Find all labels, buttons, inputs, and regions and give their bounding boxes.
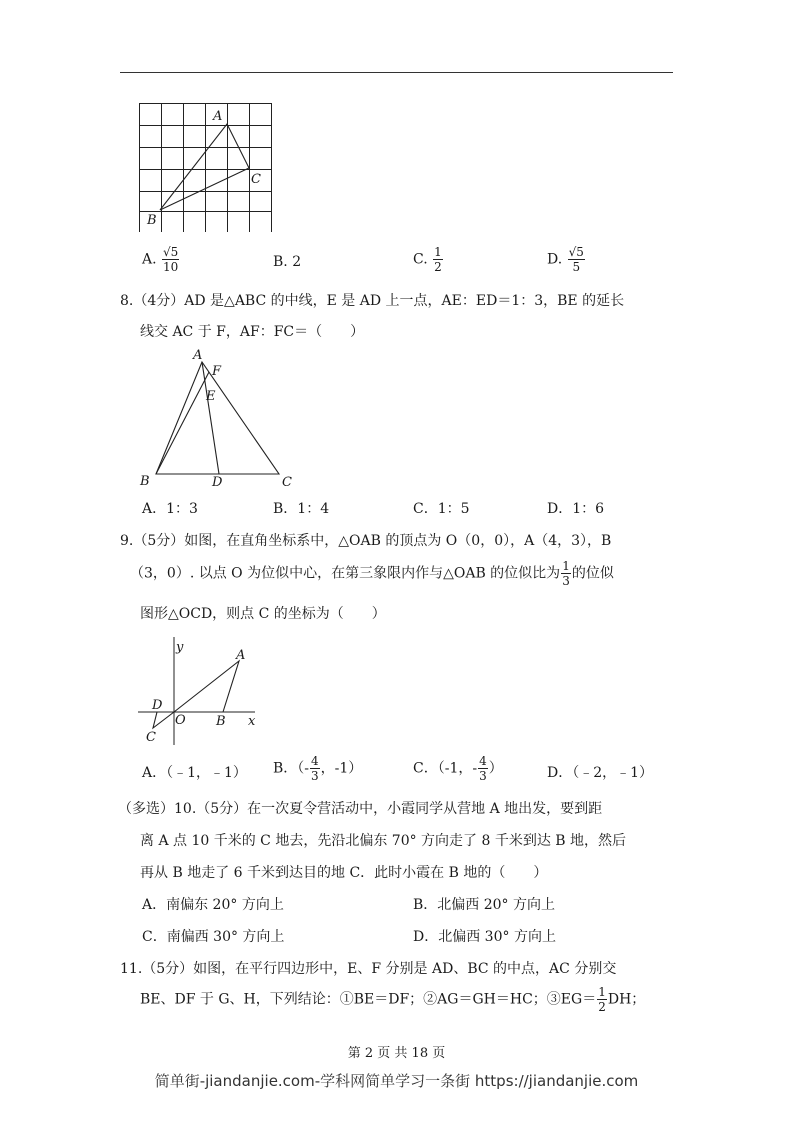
- q9-label-d: D: [152, 698, 163, 713]
- q10-line1: （多选）10.（5分）在一次夏令营活动中，小霞同学从营地 A 地出发，要到距: [118, 801, 603, 817]
- q9-label-y: y: [176, 640, 184, 655]
- q10-line3: 再从 B 地走了 6 千米到达目的地 C．此时小霞在 B 地的（ ）: [140, 865, 548, 881]
- q10-option-a: A．南偏东 20° 方向上: [142, 897, 284, 913]
- q7-option-c: C. $\frac{1}{2}$: [413, 245, 442, 274]
- q7-option-a: A. $\frac{√5}{10}$: [142, 245, 179, 274]
- source-footer: 简单街-jiandanjie.com-学科网简单学习一条街 https://jiandanjie.com: [154, 1072, 639, 1090]
- q9-triangle-oab: [174, 661, 239, 712]
- q9-label-b: B: [216, 714, 226, 729]
- q11-line1: 11.（5分）如图，在平行四边形中，E、F 分别是 AD、BC 的中点，AC 分别交: [120, 961, 617, 977]
- q9-line1: 9.（5分）如图，在直角坐标系中，△OAB 的顶点为 O（0，0），A（4，3），B: [120, 533, 612, 549]
- q8-option-b: B．1：4: [273, 501, 330, 517]
- q7-option-d: D. $\frac{√5}{5}$: [547, 245, 584, 274]
- q9-option-a: A．（﹣1，﹣1）: [142, 765, 247, 781]
- q9-line3: 图形△OCD，则点 C 的坐标为（ ）: [140, 606, 386, 622]
- q7-label-c: C: [251, 172, 261, 187]
- q7-label-a: A: [213, 109, 223, 124]
- q8-label-f: F: [212, 364, 222, 379]
- q8-triangle-figure: [136, 345, 306, 490]
- q8-option-d: D．1：6: [547, 501, 605, 517]
- q8-label-d: D: [212, 475, 223, 490]
- q8-line2: 线交 AC 于 F，AF：FC＝（ ）: [140, 324, 365, 340]
- q8-line-bf: [156, 372, 209, 474]
- q8-label-b: B: [140, 474, 150, 489]
- top-rule: [120, 72, 673, 73]
- q11-line2: BE、DF 于 G、H，下列结论：①BE＝DF；②AG＝GH＝HC；③EG＝ $\frac{1}{2}$ DH；: [140, 985, 646, 1014]
- q8-option-c: C．1：5: [413, 501, 470, 517]
- q8-label-e: E: [206, 389, 216, 404]
- q9-triangle-ocd: [153, 712, 174, 728]
- q8-label-a: A: [193, 348, 203, 363]
- page-number: 第 2 页 共 18 页: [347, 1046, 446, 1061]
- q9-label-o: O: [175, 713, 186, 728]
- q9-option-d: D．（﹣2，﹣1）: [547, 765, 654, 781]
- q10-option-b: B．北偏西 20° 方向上: [413, 897, 556, 913]
- q9-coordinate-figure: [135, 633, 265, 748]
- q7-label-b: B: [147, 213, 157, 228]
- q10-line2: 离 A 点 10 千米的 C 地去，先沿北偏东 70° 方向走了 8 千米到达 B 地，然后: [140, 833, 627, 849]
- q10-option-c: C．南偏西 30° 方向上: [142, 929, 285, 945]
- q8-line1: 8.（4分）AD 是△ABC 的中线，E 是 AD 上一点，AE：ED＝1：3，BE 的延长: [120, 293, 625, 309]
- q7-grid-figure: [136, 100, 276, 232]
- q9-label-x: x: [248, 714, 256, 729]
- q9-label-c: C: [146, 730, 156, 745]
- q9-option-b: B．（- $\frac{4}{3}$ ，-1）: [273, 754, 363, 783]
- q7-option-b: B. 2: [273, 254, 302, 270]
- q9-line2: （3，0）. 以点 O 为位似中心，在第三象限内作与△OAB 的位似比为 $\frac{1}{3}$ 的位似: [130, 559, 614, 588]
- q9-option-c: C．（-1，- $\frac{4}{3}$ ）: [413, 754, 503, 783]
- q8-label-c: C: [282, 475, 292, 490]
- q8-option-a: A．1：3: [142, 501, 198, 517]
- q7-grid: [140, 104, 272, 233]
- q9-label-a: A: [236, 648, 246, 663]
- q10-option-d: D．北偏西 30° 方向上: [413, 929, 556, 945]
- q7-triangle: [160, 124, 249, 210]
